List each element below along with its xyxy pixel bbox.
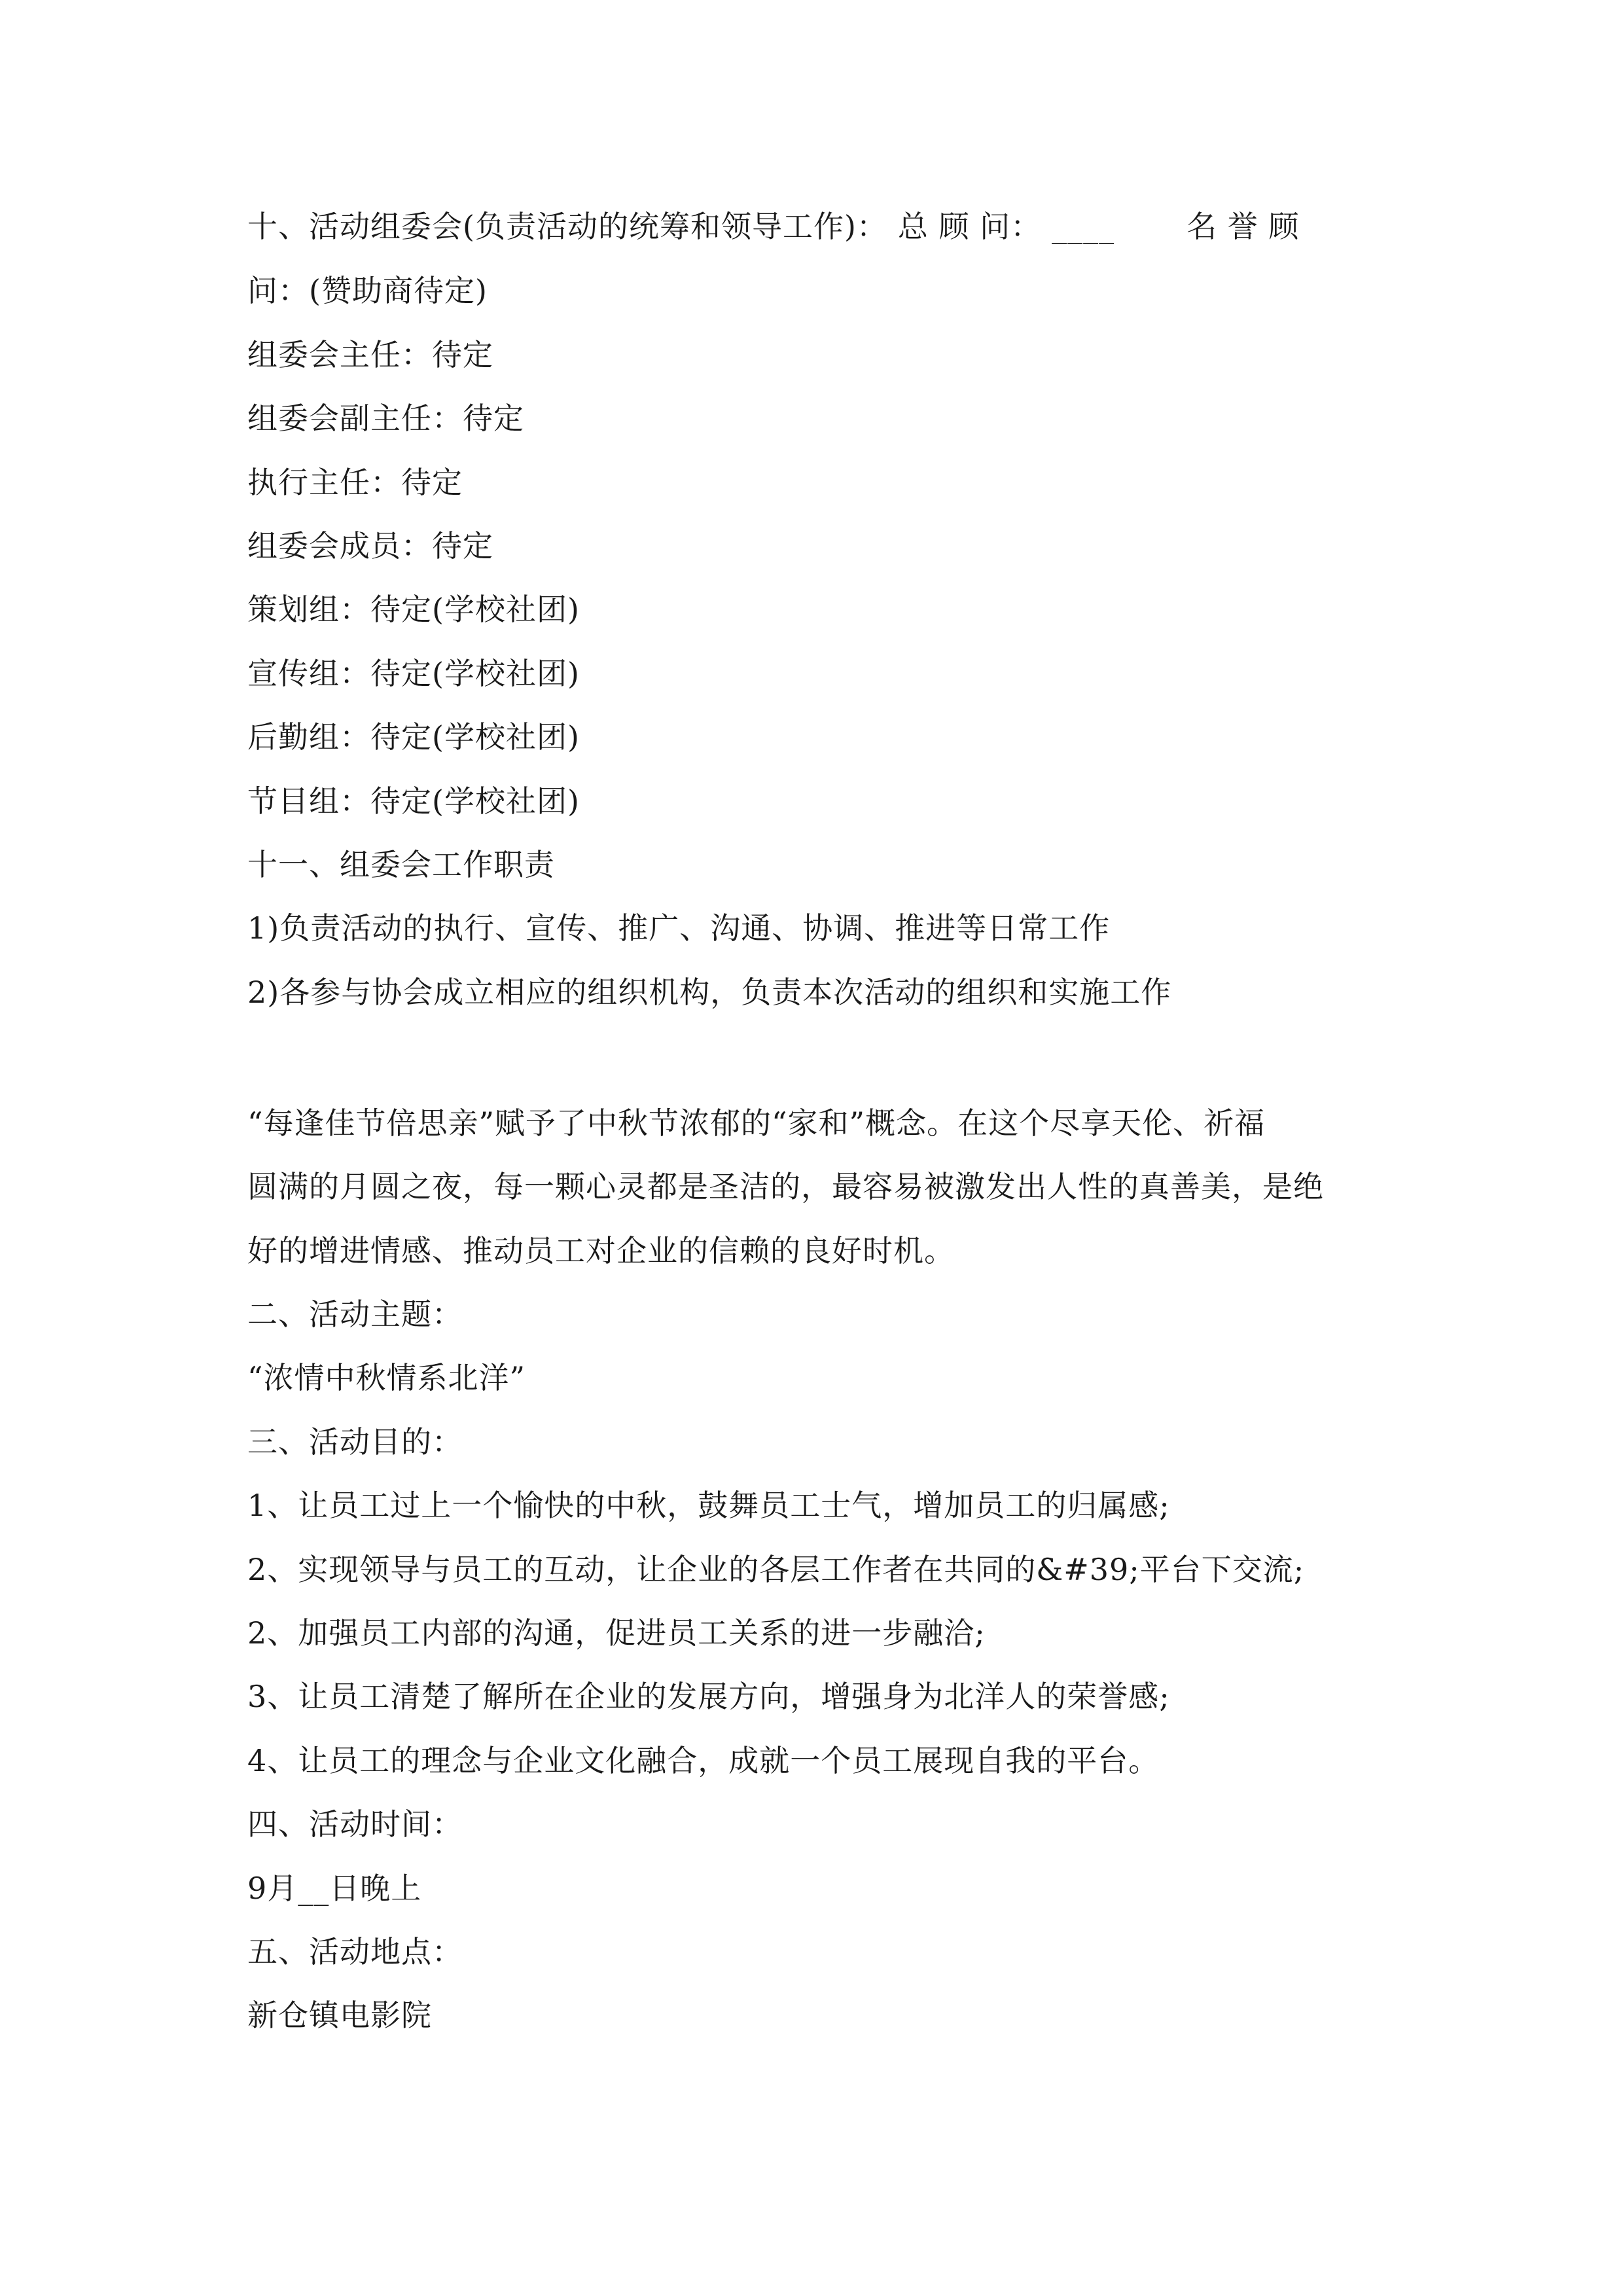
intro-line-2: 圆满的月圆之夜，每一颗心灵都是圣洁的，最容易被激发出人性的真善美，是绝 xyxy=(247,1169,1324,1204)
theme-heading: 二、活动主题： xyxy=(247,1297,463,1332)
time-heading: 四、活动时间： xyxy=(247,1806,463,1842)
committee-line-executive-director: 执行主任：待定 xyxy=(247,465,463,500)
committee-line-logistics: 后勤组：待定(学校社团) xyxy=(247,719,580,755)
committee-line-publicity: 宣传组：待定(学校社团) xyxy=(247,656,580,691)
purpose-item-5: 4、让员工的理念与企业文化融合，成就一个员工展现自我的平台。 xyxy=(247,1743,1160,1778)
committee-line-director: 组委会主任：待定 xyxy=(247,337,493,372)
theme-value: “浓情中秋情系北洋” xyxy=(247,1360,526,1395)
purpose-item-3: 2、加强员工内部的沟通，促进员工关系的进一步融洽; xyxy=(247,1615,986,1651)
intro-line-3: 好的增进情感、推动员工对企业的信赖的良好时机。 xyxy=(247,1233,955,1268)
duties-item-2: 2)各参与协会成立相应的组织机构，负责本次活动的组织和实施工作 xyxy=(247,975,1172,1010)
committee-line-planning: 策划组：待定(学校社团) xyxy=(247,592,580,627)
committee-line-members: 组委会成员：待定 xyxy=(247,528,493,564)
committee-heading-line xyxy=(247,207,1380,246)
time-value: 9月__日晚上 xyxy=(247,1871,422,1906)
purpose-item-1: 1、让员工过上一个愉快的中秋，鼓舞员工士气，增加员工的归属感; xyxy=(247,1488,1170,1523)
intro-line-1: “每逢佳节倍思亲”赋予了中秋节浓郁的“家和”概念。在这个尽享天伦、祈福 xyxy=(247,1105,1266,1141)
duties-item-1: 1)负责活动的执行、宣传、推广、沟通、协调、推进等日常工作 xyxy=(247,910,1111,946)
committee-heading: 十、活动组委会(负责活动的统筹和领导工作)： xyxy=(247,209,887,244)
chief-advisor-label: 总 顾 问： xyxy=(897,209,1042,244)
purpose-item-4: 3、让员工清楚了解所在企业的发展方向，增强身为北洋人的荣誉感; xyxy=(247,1679,1170,1714)
purpose-heading: 三、活动目的： xyxy=(247,1424,463,1460)
honorary-advisor-label: 名 誉 顾 xyxy=(1186,209,1300,244)
duties-heading: 十一、组委会工作职责 xyxy=(247,847,555,882)
place-heading: 五、活动地点： xyxy=(247,1934,463,1969)
purpose-item-2: 2、实现领导与员工的互动，让企业的各层工作者在共同的&#39;平台下交流; xyxy=(247,1552,1305,1587)
honorary-advisor-cont: 问：(赞助商待定) xyxy=(247,273,488,308)
place-value: 新仓镇电影院 xyxy=(247,1998,432,2033)
committee-line-program: 节目组：待定(学校社团) xyxy=(247,783,580,819)
chief-advisor-value: ____ xyxy=(1052,209,1115,244)
committee-line-deputy-director: 组委会副主任：待定 xyxy=(247,401,524,436)
